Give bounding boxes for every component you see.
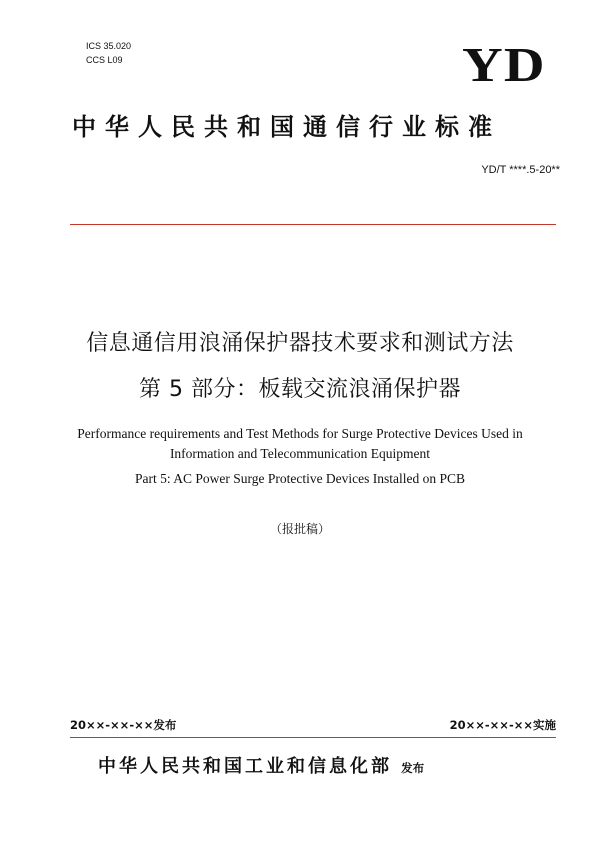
ics-code: ICS 35.020 <box>86 41 132 51</box>
publish-date: 20××-××-××发布 <box>70 718 177 732</box>
issuer-block <box>98 752 424 778</box>
issuer-name: 中华人民共和国工业和信息化部 <box>98 756 392 777</box>
en-title-line1: Performance requirements and Test Methods for Surge Protective Devices Used in <box>77 426 523 441</box>
en-title-line3: Part 5: AC Power Surge Protective Devices Installed on PCB <box>134 471 466 486</box>
implement-date: 20××-××-××实施 <box>449 718 556 732</box>
cn-title-line2: 第 5 部分：板载交流浪涌保护器 <box>139 377 461 402</box>
issuer-suffix: 发布 <box>401 761 425 775</box>
standard-number: YD/T ****.5-20** <box>481 164 560 176</box>
top-divider <box>70 224 556 225</box>
org-standard-title: 中华人民共和国通信行业标准 <box>72 113 501 141</box>
bottom-divider <box>70 737 556 738</box>
draft-status: （报批稿） <box>269 522 330 536</box>
en-title-line2: Information and Telecommunication Equipment <box>169 446 431 461</box>
yd-logo: YD <box>462 37 546 92</box>
ccs-code: CCS L09 <box>86 55 123 65</box>
cn-title-line1: 信息通信用浪涌保护器技术要求和测试方法 <box>86 331 514 356</box>
classification-block <box>86 39 131 67</box>
